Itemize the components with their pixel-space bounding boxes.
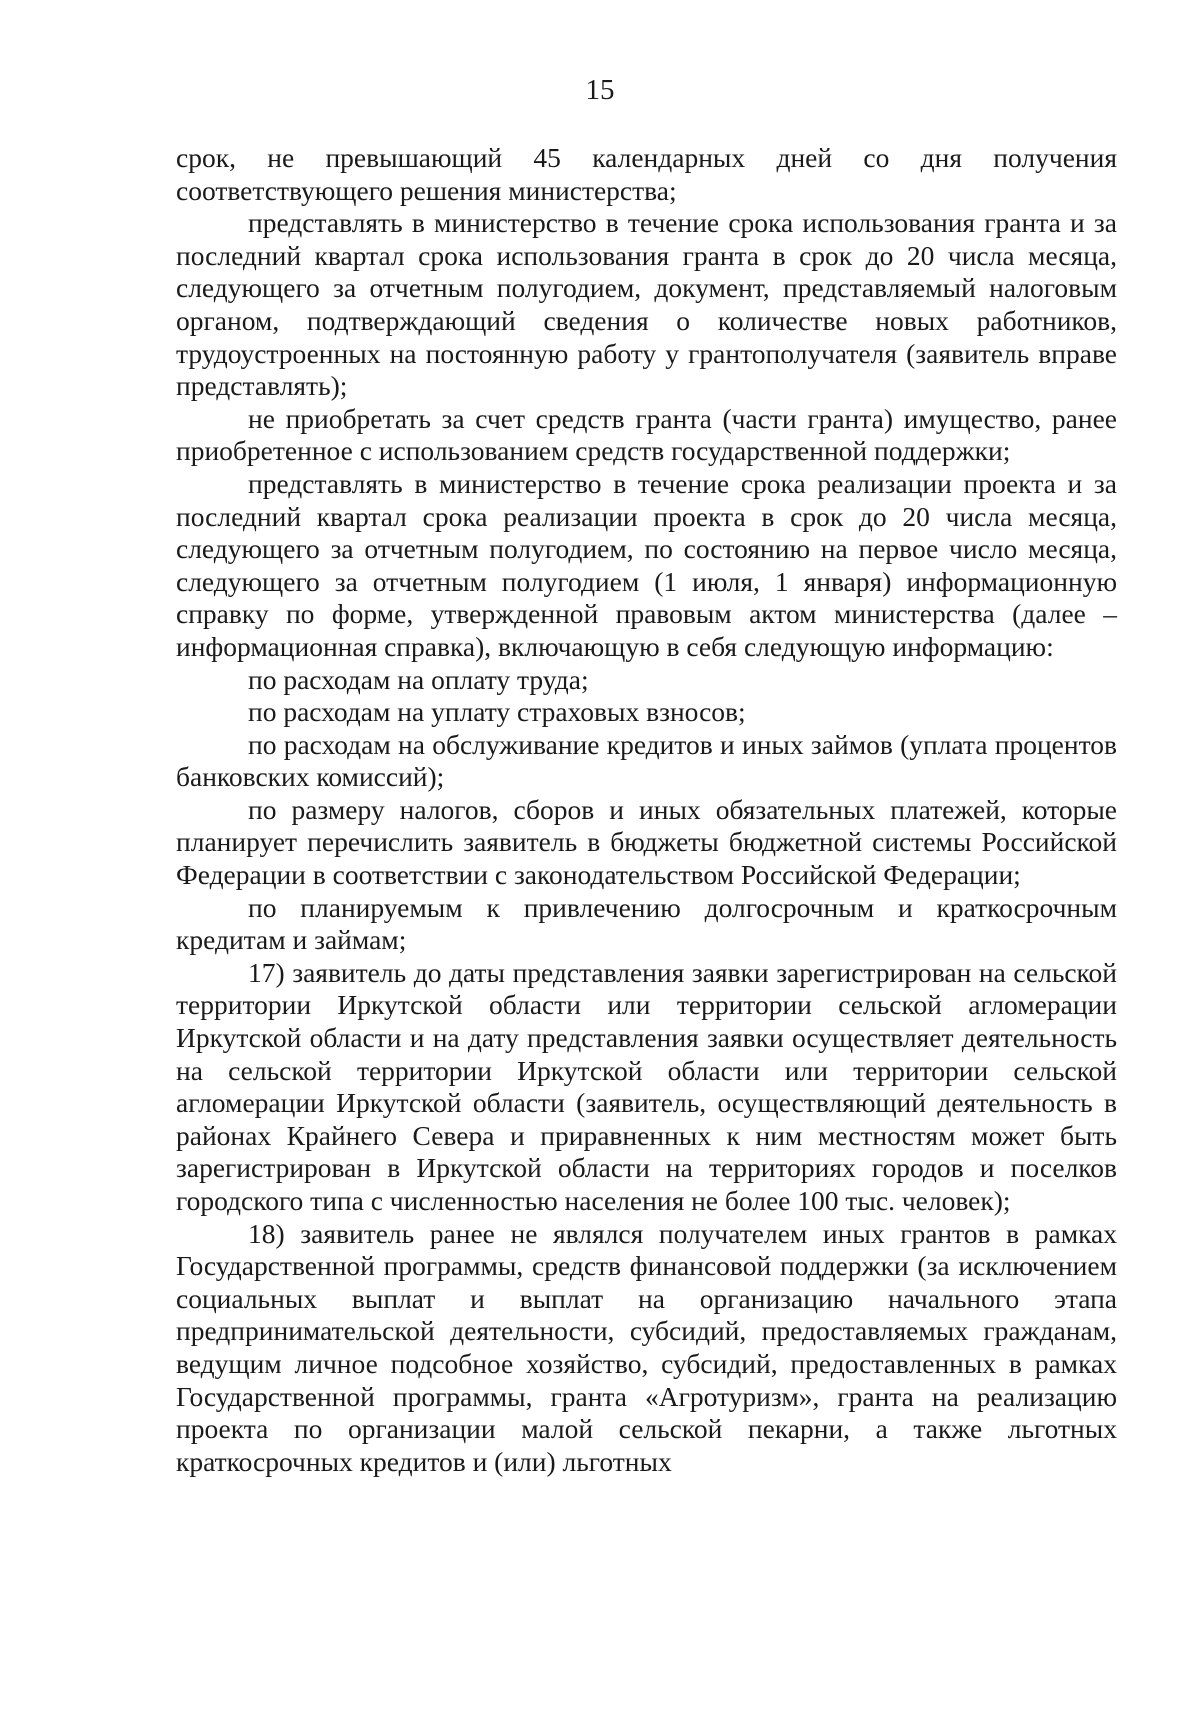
paragraph-8: по размеру налогов, сборов и иных обязательных платежей, которые планирует перечислить заявитель в бюджеты бюджетной системы Российской Федерации в соответствии с законодательством Российской Федерации;: [176, 793, 1117, 891]
paragraph-11: 18) заявитель ранее не являлся получателем иных грантов в рамках Государственной программы, средств финансовой поддержки (за исключением социальных выплат и выплат на организацию начального этапа предпринимательской деятельности, субсидий, предоставляемых гражданам, ведущим личное подсобное хозяйство, субсидий, предоставленных в рамках Государственной программы, гранта «Агротуризм», гранта на реализацию проекта по организации малой сельской пекарни, а также льготных краткосрочных кредитов и (или) льготных: [176, 1217, 1117, 1477]
document-body: [176, 142, 1117, 1478]
paragraph-4: представлять в министерство в течение срока реализации проекта и за последний квартал срока реализации проекта в срок до 20 числа месяца, следующего за отчетным полугодием, по состоянию на первое число месяца, следующего за отчетным полугодием (1 июля, 1 января) информационную справку по форме, утвержденной правовым актом министерства (далее – информационная справка), включающую в себя следующую информацию:: [176, 467, 1117, 662]
paragraph-7: по расходам на обслуживание кредитов и иных займов (уплата процентов банковских комиссий);: [176, 728, 1117, 793]
paragraph-2: представлять в министерство в течение срока использования гранта и за последний квартал срока использования гранта в срок до 20 числа месяца, следующего за отчетным полугодием, документ, представляемый налоговым органом, подтверждающий сведения о количестве новых работников, трудоустроенных на постоянную работу у грантополучателя (заявитель вправе представлять);: [176, 207, 1117, 402]
paragraph-10: 17) заявитель до даты представления заявки зарегистрирован на сельской территории Иркутской области или территории сельской агломерации Иркутской области и на дату представления заявки осуществляет деятельность на сельской территории Иркутской области или территории сельской агломерации Иркутской области (заявитель, осуществляющий деятельность в районах Крайнего Севера и приравненных к ним местностям может быть зарегистрирован в Иркутской области на территориях городов и поселков городского типа с численностью населения не более 100 тыс. человек);: [176, 956, 1117, 1216]
paragraph-6: по расходам на уплату страховых взносов;: [248, 696, 746, 728]
paragraph-1: срок, не превышающий 45 календарных дней со дня получения соответствующего решения министерства;: [176, 142, 1117, 206]
page-number: 15: [585, 74, 615, 106]
paragraph-3: не приобретать за счет средств гранта (части гранта) имущество, ранее приобретенное с использованием средств государственной поддержки;: [176, 402, 1117, 467]
paragraph-9: по планируемым к привлечению долгосрочным и краткосрочным кредитам и займам;: [176, 891, 1117, 956]
paragraph-5: по расходам на оплату труда;: [248, 663, 589, 695]
